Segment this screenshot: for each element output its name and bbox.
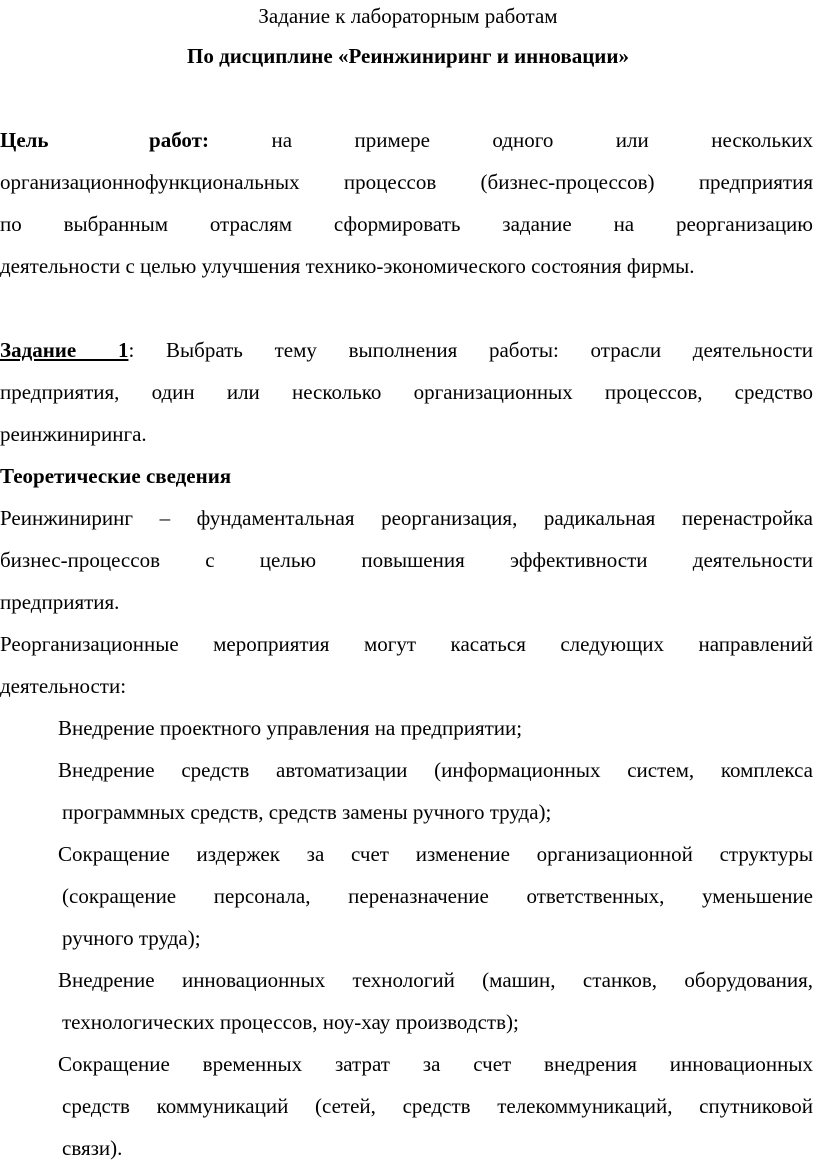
theory-heading-text: Теоретические сведения [0, 464, 232, 488]
list-item-5-line-3: связи). [62, 1136, 123, 1160]
definition-line-2: бизнес-процессов с целью повышения эффективности деятельности [0, 548, 813, 572]
goal-line-4: деятельности с целью улучшения технико-экономического состояния фирмы. [0, 254, 695, 278]
discipline-text: По дисциплине «Реинжиниринг и инновации» [186, 44, 629, 68]
theory-heading [0, 464, 813, 489]
goal-line-3: по выбранным отраслям сформировать задание на реорганизацию [0, 212, 813, 236]
task1-line-2: предприятия, один или несколько организационных процессов, средство [0, 380, 813, 404]
list-item-2-line-1: Внедрение средств автоматизации (информационных систем, комплекса [58, 758, 813, 782]
list-item-3-line-2: (сокращение персонала, переназначение ответственных, уменьшение [62, 884, 813, 908]
task1-line-3: реинжиниринга. [0, 422, 147, 446]
list-item-5-line-2: средств коммуникаций (сетей, средств телекоммуникаций, спутниковой [62, 1094, 813, 1118]
task1-colon: : [128, 338, 135, 362]
goal-first-line [0, 128, 813, 153]
definition-line-3: предприятия. [0, 590, 120, 614]
task1-label: Задание 1 [0, 338, 129, 362]
list-item-2-line-2: программных средств, средств замены ручного труда); [62, 800, 552, 824]
definition-line-1: Реинжиниринг – фундаментальная реорганизация, радикальная перенастройка [0, 506, 813, 530]
list-item-5-line-1: Сокращение временных затрат за счет внедрения инновационных [58, 1052, 813, 1076]
task1-first-line [0, 338, 813, 363]
list-item-4-line-2: технологических процессов, ноу-хау производств); [62, 1010, 519, 1034]
list-item-3-line-1: Сокращение издержек за счет изменение организационной структуры [58, 842, 813, 866]
list-item-3-line-3: ручного труда); [62, 926, 201, 950]
goal-line-2: организационнофункциональных процессов (бизнес-процессов) предприятия [0, 170, 813, 194]
task1-line-1: Выбрать тему выполнения работы: отрасли деятельности [166, 338, 813, 362]
intro-line-2: деятельности: [0, 674, 127, 698]
discipline-heading [0, 44, 816, 69]
list-item-1-line-1: Внедрение проектного управления на предприятии; [58, 716, 523, 740]
goal-line-1: на примере одного или нескольких [271, 128, 814, 152]
document-title: Задание к лабораторным работам [258, 4, 558, 28]
list-item-4-line-1: Внедрение инновационных технологий (машин, станков, оборудования, [58, 968, 813, 992]
intro-line-1: Реорганизационные мероприятия могут касаться следующих направлений [0, 632, 813, 656]
goal-label: Цель работ: [0, 128, 209, 152]
